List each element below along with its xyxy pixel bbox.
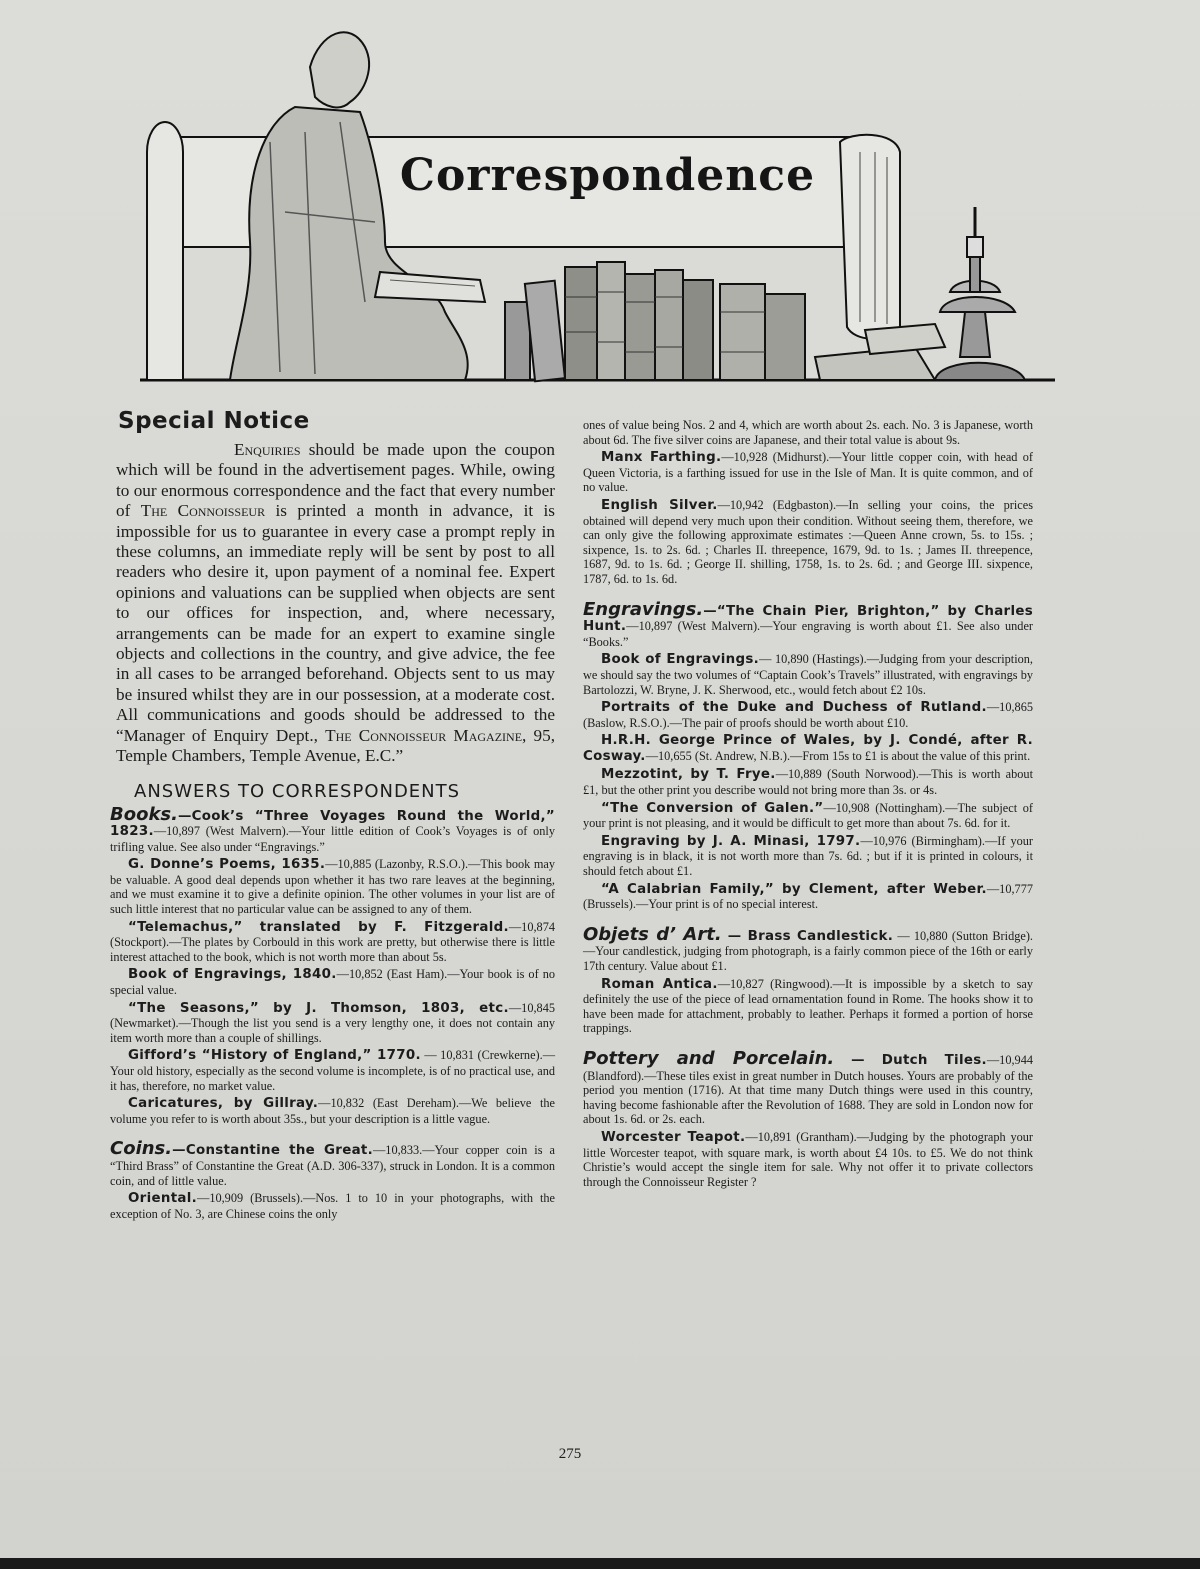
entry-text: —10,852 (East Ham).—Your book is of no special value.	[110, 967, 556, 998]
page-number: 275	[558, 1446, 582, 1462]
entry-title: — Dutch Tiles.	[834, 1052, 987, 1068]
entry-title: Mezzotint, by T. Frye.	[601, 767, 776, 783]
answer-entry	[583, 498, 1033, 587]
answers-heading: ANSWERS TO CORRESPONDENTS	[134, 780, 461, 802]
entry-text: ones of value being Nos. 2 and 4, which are worth about 2s. each. No. 3 is Japanese, worth about 6d. The five silver coins are Japanese, and their total value is about 9s.	[583, 418, 1033, 447]
entry-text: —10,909 (Brussels).—Nos. 1 to 10 in your photographs, with the exception of No. 3, are Chinese coins the only	[110, 1191, 555, 1221]
entry-title: Book of Engravings.	[601, 652, 760, 668]
magazine-name-2: The Connoisseur Magazine	[325, 725, 523, 745]
entry-title: Manx Farthing.	[601, 450, 722, 466]
right-column	[583, 418, 1033, 1192]
answer-entry	[110, 1191, 555, 1221]
entry-title: Roman Antica.	[601, 976, 718, 992]
entry-text: —10,897 (West Malvern).—Your engraving is worth about £1. See also under “Books.”	[583, 619, 1033, 649]
entry-text: —10,908 (Nottingham).—The subject of your print is not pleasing, and it would be difficult to get more than about 7s. 6d. for it.	[583, 800, 1033, 831]
entry-title: H.R.H. George Prince of Wales, by J. Condé, after R. Cosway.	[583, 733, 1033, 764]
entry-title: Engraving by J. A. Minasi, 1797.	[601, 833, 861, 849]
notice-text-1: should be made upon the coupon which will be found in the advertisement pages. While, owing to our enormous correspondence and the fact that every number of	[116, 440, 555, 521]
entry-title: Book of Engravings, 1840.	[128, 967, 337, 983]
answer-entry	[583, 882, 1033, 912]
entry-text: —10,845 (Newmarket).—Though the list you send is a very lengthy one, it does not contain any item worth more than a couple of shillings.	[110, 1000, 555, 1045]
category-heading: Books.	[110, 803, 178, 825]
page-title: Correspondence	[399, 150, 816, 201]
answer-entry	[583, 923, 1033, 974]
notice-text-3: , 95, Temple Chambers, Temple Avenue, E.C.”	[116, 725, 556, 766]
category-heading: Objets d’ Art.	[583, 923, 722, 945]
answer-entry	[110, 1048, 555, 1093]
left-column	[110, 408, 555, 1224]
answer-entry	[583, 598, 1033, 650]
entry-text: —10,833.—Your copper coin is a “Third Brass” of Constantine the Great (A.D. 306-337), struck in London. It is a common coin, and of little value.	[110, 1143, 555, 1188]
entry-title: Caricatures, by Gillray.	[128, 1096, 319, 1112]
entry-text: —10,885 (Lazonby, R.S.O.).—This book may be valuable. A good deal depends upon whether it has two rare leaves at the beginning, and we must examine it to give a definite opinion. The other volumes in your list are of such little interest that no particular value can be assigned to any of them.	[110, 857, 555, 917]
answer-entry	[583, 801, 1033, 831]
answer-entry	[110, 920, 555, 965]
entry-text: —10,865 (Baslow, R.S.O.).—The pair of proofs should be worth about £10.	[583, 700, 1033, 730]
left-entries	[110, 803, 556, 1222]
answer-entry	[583, 418, 1033, 447]
entry-title: Portraits of the Duke and Duchess of Rutland.	[601, 700, 987, 716]
entry-title: “The Seasons,” by J. Thomson, 1803, etc.	[128, 1000, 509, 1016]
answer-entry	[583, 733, 1033, 764]
notice-text-2: is printed a month in advance, it is impossible for us to guarantee in every case a prompt reply in these columns, an immediate reply will be sent by post to all readers who desire it, upon payment of a nominal fee. Expert opinions and valuations can be supplied when objects are sent to our offices for inspection, and, where necessary, arrangements can be made for an expert to examine single objects and collections in the country, and give advice, the fee in all cases to be arranged beforehand. Objects sent to us may be insured whilst they are in our possession, at a moderate cost. All communications and goods should be addressed to the “Manager of Enquiry Dept.,	[116, 501, 555, 745]
answer-entry	[583, 834, 1033, 879]
entry-text: —10,942 (Edgbaston).—In selling your coins, the prices obtained will depend very much upon their condition. Without seeing them, therefore, we can only give the following approximate estimates :—Queen Anne crown, 5s. to 15s. ; sixpence, 1s. to 2s. 6d. ; Charles II. threepence, 1679, 9d. to 1s. ; James II. threepence, 1687, 9d. to 1s. 6d. ; George II. shilling, 1758, 1s. to 2s. 6d. ; and George III. sixpence, 1787, 6d. to 1s. 6d.	[583, 497, 1033, 586]
candlestick	[935, 207, 1025, 380]
answer-entry	[583, 977, 1033, 1036]
entry-title: — Brass Candlestick.	[721, 928, 894, 944]
bottom-border	[0, 1558, 1200, 1569]
notice-lead: Enquiries	[234, 440, 301, 459]
entry-title: G. Donne’s Poems, 1635.	[128, 857, 326, 873]
entry-title: Gifford’s “History of England,” 1770.	[128, 1048, 421, 1064]
answer-entry	[583, 1130, 1033, 1189]
entry-text: —10,827 (Ringwood).—It is impossible by a sketch to say definitely the use of the piece of lead ornamentation found in Rome. The hooks show it to have been made for attachment, probably to leather. Perhaps it formed a portion of horse trappings.	[583, 976, 1033, 1036]
entry-text: —10,874 (Stockport).—The plates by Corbould in this work are pretty, but otherwise there is little interest attached to the book, which is not worth more than about 5s.	[110, 919, 555, 964]
category-heading: Engravings.	[583, 598, 704, 620]
answer-entry	[583, 450, 1033, 495]
answer-entry	[110, 857, 555, 916]
special-notice-heading: Special Notice	[118, 408, 310, 434]
entry-title: Worcester Teapot.	[601, 1129, 746, 1145]
entry-title: —Constantine the Great.	[172, 1143, 373, 1159]
special-notice-body	[116, 440, 555, 767]
entry-text: —10,655 (St. Andrew, N.B.).—From 15s to £1 is about the value of this print.	[645, 748, 1031, 763]
answer-entry	[583, 1047, 1033, 1127]
category-heading: Coins.	[110, 1138, 173, 1160]
entry-text: —10,891 (Grantham).—Judging by the photograph your little Worcester teapot, with square mark, is worth about £4 10s. to £5. We do not think Christie’s would accept the single item for sale. Why not offer it to private collectors through the Connoisseur Register ?	[583, 1129, 1034, 1189]
right-entries	[583, 418, 1033, 1189]
magazine-name: The Connoisseur	[140, 501, 266, 521]
entry-title: —“The Chain Pier, Brighton,” by Charles Hunt.	[583, 603, 1033, 635]
answer-entry	[110, 1138, 555, 1188]
answer-entry	[583, 700, 1033, 730]
entry-title: “Telemachus,” translated by F. Fitzgerald.	[128, 919, 509, 935]
entry-text: —10,777 (Brussels).—Your print is of no special interest.	[583, 881, 1033, 912]
entry-text: — 10,890 (Hastings).—Judging from your description, we should say the two volumes of “Captain Cook’s Travels” illustrated, with engravings by Bartolozzi, W. Bryne, J. K. Sherwood, etc., would fetch about £2 10s.	[583, 652, 1033, 697]
entry-text: —10,928 (Midhurst).—Your little copper coin, with head of Queen Victoria, is a farthing issued for use in the Isle of Man. It is quite common, and of no value.	[583, 450, 1033, 495]
entry-title: English Silver.	[601, 497, 718, 513]
answer-entry	[110, 1096, 555, 1126]
entry-title: “The Conversion of Galen.”	[601, 800, 824, 816]
answer-entry	[110, 1001, 555, 1046]
entry-text: —10,832 (East Dereham).—We believe the volume you refer to is worth about 35s., but your description is a little vague.	[110, 1096, 555, 1126]
entry-title: Oriental.	[128, 1191, 198, 1207]
answer-entry	[110, 967, 555, 997]
entry-text: —10,889 (South Norwood).—This is worth about £1, but the other print you describe would not bring more than 3s. or 4s.	[583, 767, 1033, 798]
entry-text: — 10,831 (Crewkerne).—Your old history, especially as the second volume is incomplete, is of no practical use, and it has, therefore, no market value.	[110, 1048, 555, 1093]
answer-entry	[583, 652, 1033, 697]
answer-entry	[110, 803, 555, 855]
entry-text: —10,976 (Birmingham).—If your engraving is in black, it is not worth more than 7s. 6d. ; but if it is printed in colours, it should fetch about £1.	[583, 833, 1033, 879]
entry-title: —Cook’s “Three Voyages Round the World,” 1823.	[110, 808, 555, 840]
category-heading: Pottery and Porcelain.	[583, 1047, 835, 1069]
entry-text: — 10,880 (Sutton Bridge).—Your candlestick, judging from photograph, is a fairly common piece of the 16th or early 17th century. Value about £1.	[583, 928, 1033, 973]
entry-text: —10,897 (West Malvern).—Your little edition of Cook’s Voyages is of only trifling value. See also under “Engravings.”	[110, 824, 555, 854]
entry-title: “A Calabrian Family,” by Clement, after Weber.	[601, 881, 987, 897]
answer-entry	[583, 767, 1033, 797]
entry-text: —10,944 (Blandford).—These tiles exist in great number in Dutch houses. Yours are probably of the period you mention (1716). At that time many Dutch things were used in this country, having become fashionable after the Revolution of 1688. They are sold in London now for about 1s. 6d. or 2s. each.	[583, 1052, 1033, 1127]
